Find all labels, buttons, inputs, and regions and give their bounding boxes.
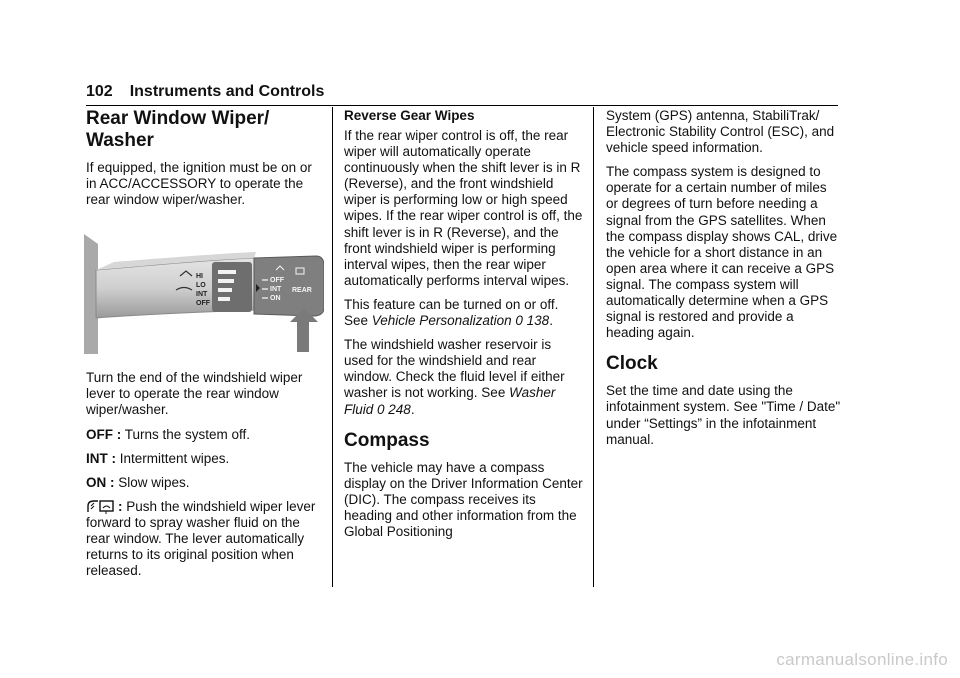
reverse-gear-text: If the rear wiper control is off, the rear wiper will automatically operate continuously when the shift lever is in R (Reverse), and the front windshield wiper is performing low or high speed wipes. If the rear wiper control is off, the shift lever is in R (Reverse), and the front windshield wiper is performing interval wipes, then the rear wiper automatically performs interval wipes. [344,128,583,288]
page-header [86,82,838,106]
column-2 [344,108,584,548]
column-divider-1 [332,107,333,587]
figure-label-hi: HI [196,273,203,281]
figure-label-int: INT [196,291,208,299]
feature-paragraph: This feature can be turned on or off. See Vehicle Personalization 0 138. [344,296,559,329]
compass-title: Compass [344,429,430,451]
column-divider-2 [593,107,594,587]
item-text-int: Intermittent wipes. [119,450,230,466]
clock-text: Set the time and date using the infotainment system. See "Time / Date" under “Settings” in the infotainment manual. [606,383,841,447]
item-text-off: Turns the system off. [124,426,251,442]
washer-fluid-link[interactable]: Washer Fluid [344,385,556,417]
rear-washer-icon [86,499,116,514]
item-text-on: Slow wipes. [118,474,190,490]
section-title: Instruments and Controls [129,83,325,100]
figure-label-rear-on: ON [270,295,281,303]
rear-wiper-title: Rear Window Wiper/ Washer [86,108,270,151]
list-item [86,451,322,467]
rear-wiper-intro: If equipped, the ignition must be on or in ACC/ACCESSORY to operate the rear window wiper/washer. [86,160,312,208]
compass-continued: System (GPS) antenna, StabiliTrak/ Electronic Stability Control (ESC), and vehicle speed information. [606,108,835,156]
figure-label-rear-int: INT [270,286,282,294]
item-label-int: INT : [86,450,116,466]
vehicle-personalization-link[interactable]: Vehicle Personalization [371,313,512,329]
compass-text: The vehicle may have a compass display on the Driver Information Center (DIC). The compass receives its heading and other information from the Global Positioning [344,459,583,539]
reverse-gear-heading: Reverse Gear Wipes [344,108,475,123]
column-3 [606,108,842,456]
reservoir-text: The windshield washer reservoir is used for the windshield and rear window. Check the fluid level if either washer is not working. See [344,337,565,401]
washer-text: Push the windshield wiper lever forward to spray washer fluid on the rear window. The lever automatically returns to its original position when released. [86,498,316,579]
figure-label-rear-off: OFF [270,277,284,285]
list-item [86,475,322,491]
compass-text-2: The compass system is designed to operate for a certain number of miles or degrees of turn before needing a signal from the GPS satellites. When the compass display shows CAL, drive the vehicle for a short distance in an open area where it can receive a GPS signal. The compass system will automatically determine when a GPS signal is restored and provide a heading again. [606,164,838,341]
feature-text: This feature can be turned on or off. See [344,296,559,329]
figure-label-rear: REAR [292,287,312,295]
washer-item [86,499,322,579]
clock-title: Clock [606,353,658,375]
watermark: carmanualsonline.info [776,650,948,669]
item-label-on: ON : [86,474,115,490]
page-number: 102 [86,83,113,100]
vehicle-personalization-page[interactable]: 0 138 [515,313,550,329]
figure-label-lo: LO [196,282,206,290]
column-1 [86,108,322,587]
reservoir-paragraph: The windshield washer reservoir is used for the windshield and rear window. Check the fluid level if either washer is not working. See Washer Fluid 0 248. [344,337,565,417]
rear-wiper-instruction: Turn the end of the windshield wiper lever to operate the rear window wiper/washer. [86,370,303,418]
list-item [86,427,322,443]
windshield-wiper-lever-illustration [84,230,324,354]
washer-label: : [118,498,123,514]
washer-fluid-page[interactable]: 0 248 [377,401,411,417]
figure-label-off: OFF [196,300,210,308]
item-label-off: OFF : [86,426,122,442]
